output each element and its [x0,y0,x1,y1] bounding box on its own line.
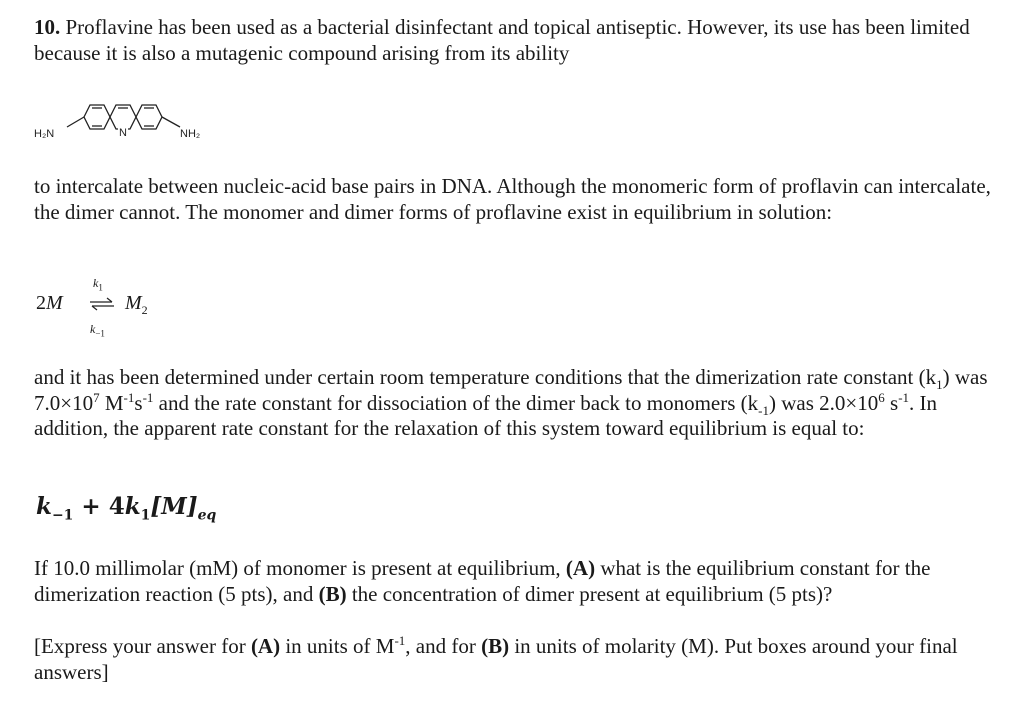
reverse-rate-constant: $k_{-1}$ [90,322,105,339]
equilibrium-arrow-icon [88,297,116,311]
forward-rate-constant: $k_1$ [93,276,103,293]
ring-nitrogen-label: N [119,127,127,139]
product: $M_2$ [125,292,148,317]
amine-right-label: NH₂ [180,128,201,140]
paragraph-rate-constants: and it has been determined under certain room temperature conditions that the dimerization rate constant $(k_1)$ was $7.0\times 10^7$ $M^{-1}s^{-1}$ and the rate constant for dissociation of the dimer back to monomers $(k_{-1})$ was $2.0\times 10^6$ $s^{-1}$. In addition, the apparent rate constant for the relaxation of this system toward equilibrium is equal to: [34,365,988,440]
problem-number: 10. [34,15,61,39]
amine-left-label: H₂N [34,128,55,140]
paragraph-intercalation: to intercalate between nucleic-acid base pairs in DNA. Although the monomeric form of proflavin can intercalate, the dimer cannot. The monomer and dimer forms of proflavine exist in equilibrium in solution: [34,174,991,224]
paragraph-question: If 10.0 millimolar (mM) of monomer is present at equilibrium, (A) what is the equilibrium constant for the dimerization reaction (5 pts), and (B) the concentration of dimer present at equilibrium (5 pts)? [34,556,931,606]
problem-intro [34,15,994,66]
relaxation-rate-formula: $k_{-1} + 4k_1[M]_{eq}$ [36,493,217,524]
problem-intro-text: Proflavine has been used as a bacterial disinfectant and topical antiseptic. However, its use has been limited because it is also a mutagenic compound arising from its ability [34,15,970,65]
reactant: 2M [36,292,63,314]
paragraph-instructions: [Express your answer for (A) in units of $M^{-1}$, and for (B) in units of molarity (M). Put boxes around your final answers] [34,633,958,684]
proflavine-structure-image [30,92,220,152]
